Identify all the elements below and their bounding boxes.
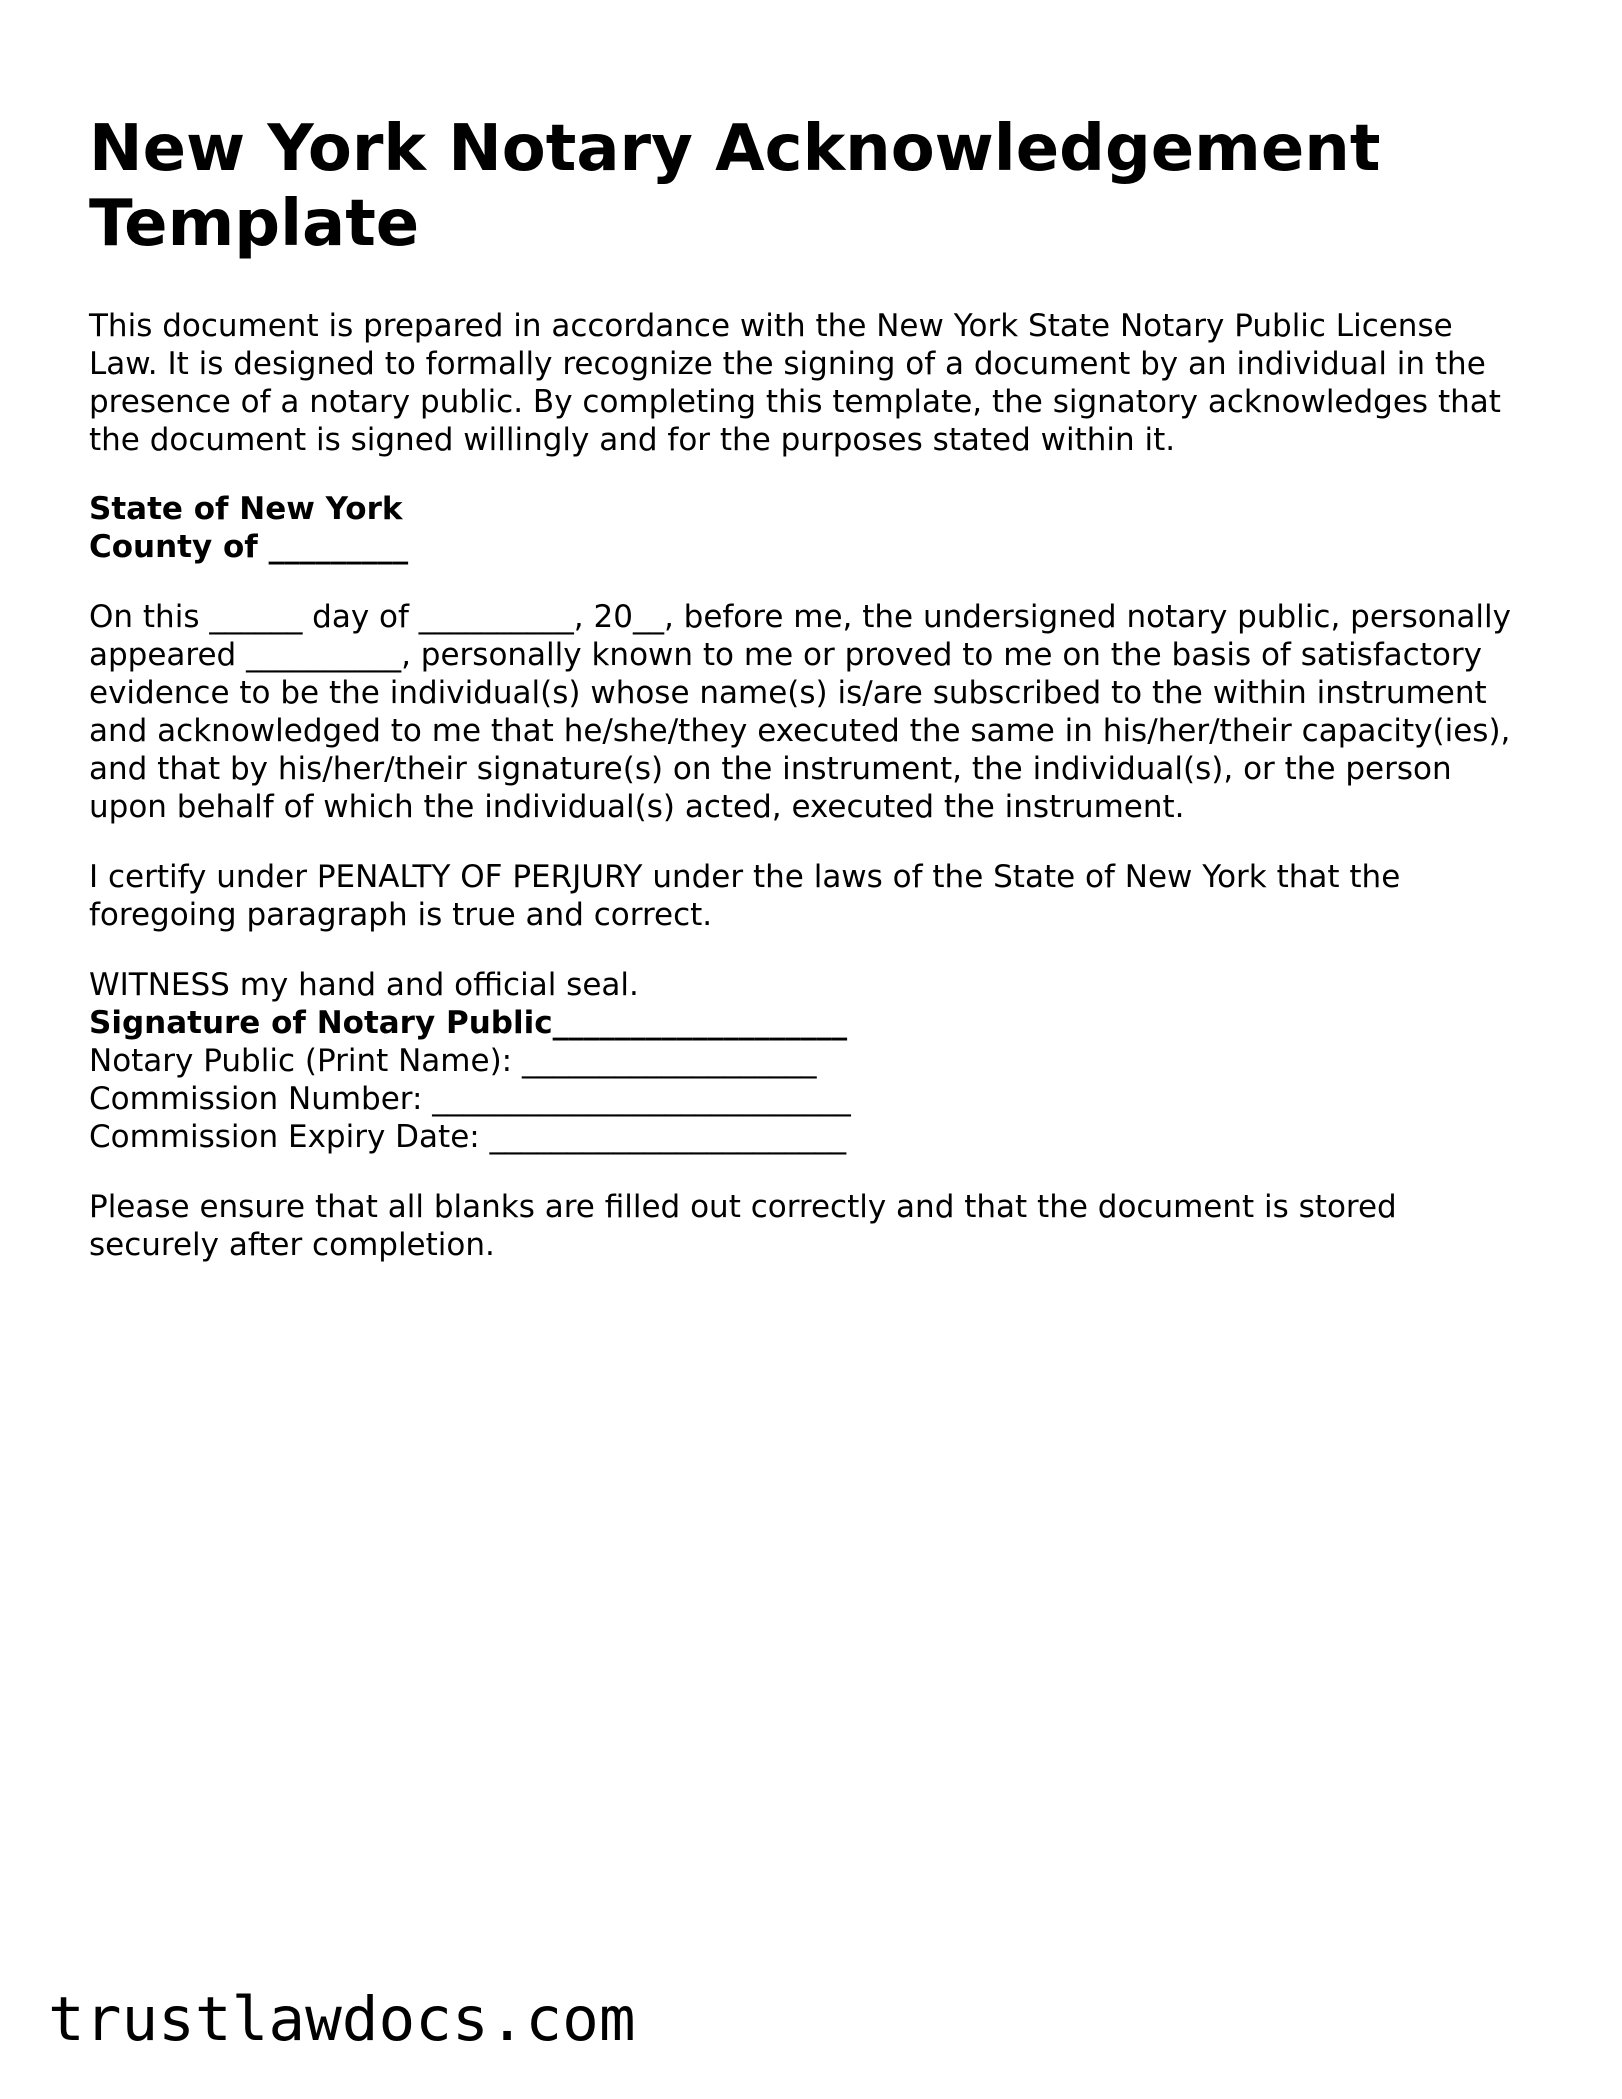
county-line: County of _________ (89, 529, 409, 565)
intro-paragraph: This document is prepared in accordance with the New York State Notary Public License Law. It is designed to formally recognize the signing of a document by an individual in the presence of a notary public. By completing this template, the signatory acknowledges that the document is signed willingly and for the purposes stated within it. (89, 308, 1501, 458)
document-page (89, 112, 1529, 1264)
witness-line: WITNESS my hand and official seal. (89, 967, 639, 1003)
commission-number-line: Commission Number: ___________________________ (89, 1081, 851, 1117)
closing-paragraph: Please ensure that all blanks are filled out correctly and that the document is stored securely after completion. (89, 1189, 1397, 1263)
document-title: New York Notary Acknowledgement Template (89, 112, 1381, 261)
certification-paragraph: I certify under PENALTY OF PERJURY under the laws of the State of New York that the foregoing paragraph is true and correct. (89, 859, 1401, 933)
commission-expiry-line: Commission Expiry Date: _______________________ (89, 1119, 847, 1155)
acknowledgment-paragraph: On this ______ day of __________, 20__, before me, the undersigned notary public, personally appeared __________, personally known to me or proved to me on the basis of satisfactory evidence to be the individual(s) whose name(s) is/are subscribed to the within instrument and acknowledged to me that he/she/they executed the same in his/her/their capacity(ies), and that by his/her/their signature(s) on the instrument, the individual(s), or the person upon behalf of which the individual(s) acted, executed the instrument. (89, 599, 1511, 825)
venue-block (89, 490, 1529, 566)
state-line: State of New York (89, 491, 403, 527)
notary-print-name-line: Notary Public (Print Name): ___________________ (89, 1043, 817, 1079)
notary-signature-line: Signature of Notary Public___________________ (89, 1005, 848, 1041)
site-watermark: trustlawdocs.com (48, 1984, 636, 2055)
notary-block (89, 966, 1529, 1156)
